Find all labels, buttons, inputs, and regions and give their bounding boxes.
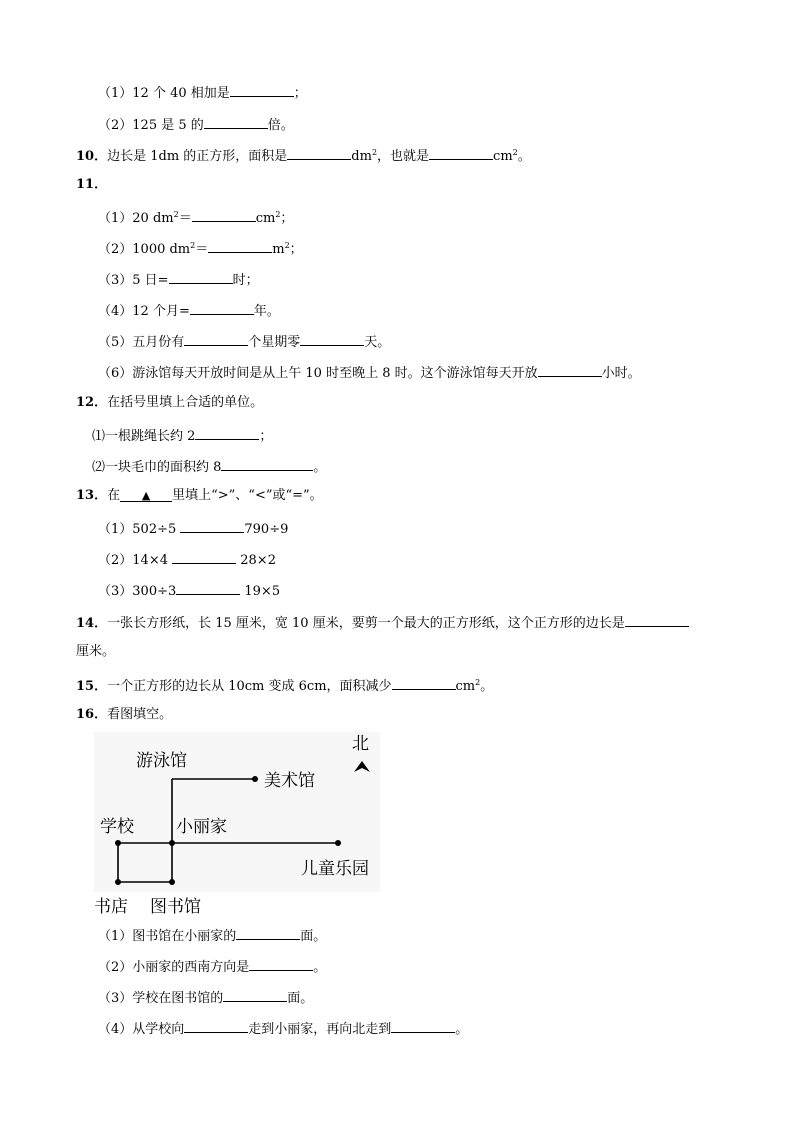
q15-text: 一个正方形的边长从 10cm 变成 6cm，面积减少	[107, 679, 392, 694]
art-museum-label: 美术馆	[264, 771, 315, 791]
q12-sub2	[92, 456, 326, 477]
answer-blank[interactable]	[625, 612, 689, 627]
q16-sub2	[98, 956, 326, 977]
equals-sign: ＝	[178, 211, 192, 226]
q13-sub2-right: 28×2	[240, 553, 276, 568]
q11-sub6-text: （6）游泳馆每天开放时间是从上午 10 时至晚上 8 时。这个游泳馆每天开放	[98, 366, 538, 381]
answer-blank[interactable]	[184, 331, 248, 346]
q12-sub1-text: ⑴一根跳绳长约 2	[92, 429, 196, 444]
question-12	[76, 394, 263, 412]
q13-sub3-right: 19×5	[244, 584, 281, 599]
q9-sub2	[98, 114, 294, 135]
answer-blank[interactable]	[429, 145, 493, 160]
q16-sub1-suffix: 面。	[300, 929, 327, 944]
q9-sub1	[98, 82, 307, 103]
library-point	[169, 879, 175, 885]
school-point	[115, 840, 121, 846]
xiaoli-home-point	[169, 840, 175, 846]
q13-text: 里填上“>”、“<”或“=”。	[172, 488, 323, 503]
q11-sub5-suffix: 天。	[364, 335, 391, 350]
xiaoli-home-label: 小丽家	[176, 817, 227, 837]
question-number: 14．	[76, 616, 108, 631]
art-museum-point	[252, 776, 258, 782]
unit-superscript: 2	[275, 210, 281, 219]
answer-blank[interactable]	[169, 269, 233, 284]
answer-blank[interactable]	[195, 425, 259, 440]
q16-sub4-text: 走到小丽家，再向北走到	[248, 1022, 392, 1037]
park-label: 儿童乐园	[301, 859, 369, 879]
q12-sub1	[92, 425, 272, 446]
unit: cm	[455, 679, 476, 694]
q13-sub1	[98, 518, 288, 539]
q11-sub4-suffix: 年。	[253, 304, 280, 319]
question-number: 13．	[76, 488, 108, 503]
q11-sub5-text: 个星期零	[248, 335, 301, 350]
q12-sub2-text: ⑵一块毛巾的面积约 8	[92, 460, 222, 475]
unit-superscript: 2	[190, 241, 196, 250]
q13-sub3	[98, 580, 280, 601]
q11-sub5	[98, 331, 390, 352]
q14-text: 一张长方形纸，长 15 厘米，宽 10 厘米，要剪一个最大的正方形纸，这个正方形的边长是	[107, 616, 625, 631]
question-10	[76, 145, 531, 166]
unit-superscript: 2	[173, 210, 179, 219]
q13-text: 在	[107, 488, 121, 503]
question-number: 11．	[76, 177, 108, 192]
question-number: 10．	[76, 149, 108, 164]
bookstore-label: 书店	[94, 897, 128, 917]
north-label: 北	[352, 734, 369, 754]
school-label: 学校	[100, 817, 134, 837]
question-14-cont	[76, 643, 115, 661]
question-number: 12．	[76, 395, 108, 410]
q11-sub5-text: （5）五月份有	[98, 335, 185, 350]
answer-blank[interactable]	[221, 456, 313, 471]
bookstore-point	[115, 879, 121, 885]
answer-blank[interactable]	[172, 549, 236, 564]
q16-sub3-suffix: 面。	[287, 991, 314, 1006]
question-number: 16．	[76, 707, 108, 722]
q16-sub2-suffix: 。	[313, 960, 327, 975]
q11-sub4	[98, 300, 280, 321]
q11-sub6-suffix: 小时。	[601, 366, 641, 381]
answer-blank[interactable]	[192, 207, 256, 222]
q10-text: 边长是 1dm 的正方形，面积是	[107, 149, 288, 164]
equals-sign: ＝	[195, 242, 209, 257]
unit-superscript: 2	[371, 148, 378, 157]
question-15	[76, 675, 493, 696]
triangle-icon: ▲	[141, 489, 151, 502]
q16-sub4-text: （4）从学校向	[98, 1022, 185, 1037]
q11-sub2	[98, 238, 303, 259]
answer-blank[interactable]	[223, 987, 287, 1002]
unit: cm	[493, 149, 513, 164]
question-16	[76, 706, 172, 724]
answer-blank[interactable]	[180, 518, 244, 533]
answer-blank[interactable]	[249, 956, 313, 971]
punctuation: ；	[289, 242, 303, 257]
q16-sub4-suffix: 。	[455, 1022, 469, 1037]
question-11	[76, 176, 107, 194]
unit-superscript: 2	[284, 241, 290, 250]
q16-sub3-text: （3）学校在图书馆的	[98, 991, 224, 1006]
q11-sub6	[98, 362, 641, 383]
q13-sub2	[98, 549, 276, 570]
punctuation: 。	[313, 460, 327, 475]
library-label: 图书馆	[150, 897, 201, 917]
answer-blank[interactable]	[208, 238, 272, 253]
q11-sub3-text: （3）5 日=	[98, 273, 169, 288]
answer-blank[interactable]	[392, 675, 456, 690]
punctuation: ；	[280, 211, 294, 226]
answer-blank[interactable]	[184, 1018, 248, 1033]
q16-text: 看图填空。	[107, 707, 173, 722]
answer-blank[interactable]	[204, 114, 268, 129]
q16-sub1	[98, 925, 326, 946]
q16-sub1-text: （1）图书馆在小丽家的	[98, 929, 237, 944]
unit-superscript: 2	[512, 148, 518, 157]
q9-sub1-suffix: ；	[293, 86, 307, 101]
punctuation: ；	[259, 429, 273, 444]
unit: cm	[255, 211, 276, 226]
answer-blank[interactable]	[287, 145, 351, 160]
q11-sub4-text: （4）12 个月=	[98, 304, 190, 319]
direction-map	[88, 728, 388, 920]
q13-sub2-left: （2）14×4	[98, 553, 168, 568]
q11-sub1-text: （1）20 dm	[98, 211, 174, 226]
answer-blank[interactable]	[230, 82, 294, 97]
question-13	[76, 487, 323, 505]
q12-text: 在括号里填上合适的单位。	[107, 395, 264, 410]
question-14	[76, 612, 689, 633]
answer-blank[interactable]	[176, 580, 240, 595]
q10-text: 。	[517, 149, 531, 164]
q15-text: 。	[480, 679, 494, 694]
triangle-blank	[120, 487, 172, 502]
park-point	[335, 840, 341, 846]
q11-sub1	[98, 207, 293, 228]
q9-sub2-text: （2）125 是 5 的	[98, 118, 204, 133]
q9-sub2-suffix: 倍。	[267, 118, 294, 133]
q14-text: 厘米。	[76, 644, 116, 659]
q9-sub1-text: （1）12 个 40 相加是	[98, 86, 230, 101]
answer-blank[interactable]	[236, 925, 300, 940]
answer-blank[interactable]	[538, 362, 602, 377]
q16-sub4	[98, 1018, 468, 1039]
unit-superscript: 2	[475, 678, 481, 687]
question-number: 15．	[76, 679, 108, 694]
answer-blank[interactable]	[300, 331, 364, 346]
q16-sub3	[98, 987, 313, 1008]
q16-sub2-text: （2）小丽家的西南方向是	[98, 960, 250, 975]
swimming-pool-label: 游泳馆	[136, 751, 187, 771]
unit: m	[272, 242, 285, 257]
q11-sub3	[98, 269, 259, 290]
answer-blank[interactable]	[391, 1018, 455, 1033]
q13-sub1-right: 790÷9	[244, 522, 289, 537]
q11-sub2-text: （2）1000 dm	[98, 242, 191, 257]
q10-text: ，也就是	[377, 149, 430, 164]
q13-sub1-left: （1）502÷5	[98, 522, 177, 537]
q11-sub3-suffix: 时；	[232, 273, 259, 288]
answer-blank[interactable]	[190, 300, 254, 315]
q13-sub3-left: （3）300÷3	[98, 584, 177, 599]
unit: dm	[351, 149, 372, 164]
